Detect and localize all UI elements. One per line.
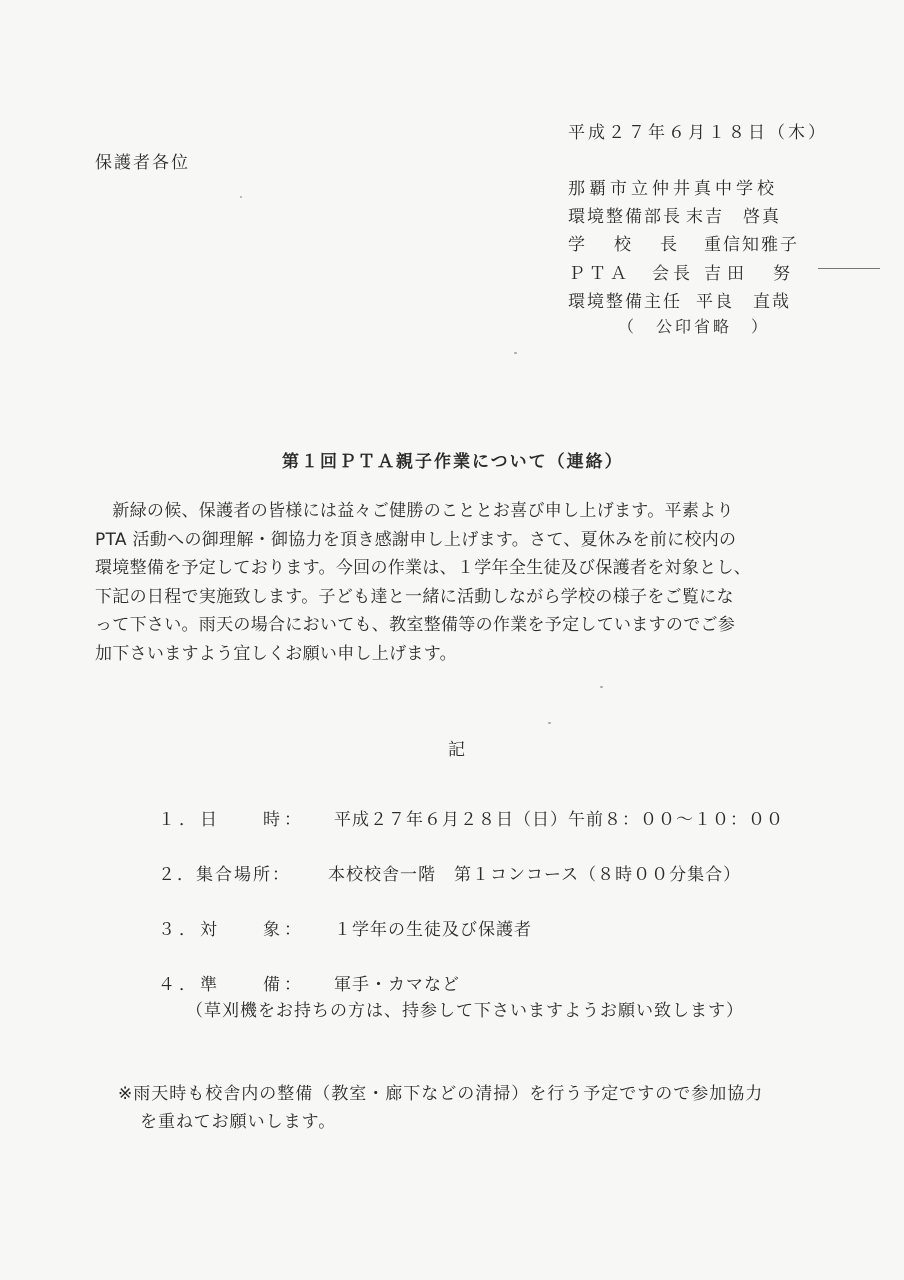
item-label: ４．準 備：: [158, 975, 305, 995]
sender-name: 重信知雅子: [704, 235, 799, 255]
sender-title: 環境整備主任: [568, 292, 682, 312]
document-title: 第１回ＰＴＡ親子作業について（連絡）: [282, 452, 624, 472]
scan-speck: [240, 196, 242, 198]
footnote-line: を重ねてお願いします。: [140, 1112, 337, 1132]
item-value: 軍手・カマなど: [334, 975, 460, 995]
issue-date: 平成２７年６月１８日（木）: [568, 123, 828, 143]
scan-speck: [514, 352, 517, 354]
item-label: １．日 時：: [158, 810, 305, 830]
schedule-item: [158, 970, 460, 995]
sender-name: 平良 直哉: [696, 292, 791, 312]
body-line: PTA 活動への御理解・御協力を頂き感謝申し上げます。さて、夏休みを前に校内の: [95, 529, 737, 550]
scan-speck: [600, 686, 603, 688]
body-paragraph: [95, 497, 835, 668]
margin-rule: [818, 268, 880, 269]
recipient: 保護者各位: [95, 153, 190, 173]
sender-title: ＰＴＡ 会長: [568, 264, 694, 284]
sender-name: 末吉 啓真: [686, 207, 781, 227]
schedule-item: [158, 805, 784, 830]
body-line: 新緑の候、保護者の皆様には益々ご健勝のこととお喜び申し上げます。平素より: [95, 501, 734, 521]
sender-title: 学 校 長: [568, 235, 683, 255]
body-line: 環境整備を予定しております。今回の作業は、１学年全生徒及び保護者を対象とし、: [95, 558, 752, 578]
body-line: って下さい。雨天の場合においても、教室整備等の作業を予定していますのでご参: [95, 615, 736, 635]
item-4-note: （草刈機をお持ちの方は、持参して下さいますようお願い致します）: [186, 1001, 744, 1021]
sender-row: [568, 287, 791, 312]
item-value: １学年の生徒及び保護者: [334, 920, 532, 940]
sender-name: 吉田 努: [704, 264, 796, 284]
item-value: 平成２７年６月２８日（日）午前８：００～１０：００: [334, 810, 784, 830]
sender-row: [568, 230, 799, 255]
scan-speck: [548, 722, 551, 724]
sender-school: 那覇市立仲井真中学校: [568, 179, 778, 199]
schedule-item: [158, 860, 741, 885]
ki-heading: 記: [448, 740, 465, 760]
sender-row: [568, 259, 796, 284]
item-label: ３．対 象：: [158, 920, 305, 940]
sender-row: [568, 202, 781, 227]
seal-omitted-note: （ 公印省略 ）: [618, 317, 771, 336]
body-line: 下記の日程で実施致します。子ども達と一緒に活動しながら学校の様子をご覧にな: [95, 586, 734, 607]
footnote-line: ※雨天時も校舎内の整備（教室・廊下などの清掃）を行う予定ですので参加協力: [118, 1084, 764, 1104]
sender-title: 環境整備部長: [568, 207, 682, 227]
rain-footnote: [118, 1080, 763, 1136]
schedule-item: [158, 915, 532, 940]
body-line: 加下さいますよう宜しくお願い申し上げます。: [95, 643, 457, 664]
item-value: 本校校舎一階 第１コンコース（８時００分集合）: [328, 865, 742, 885]
item-label: ２．集合場所：: [158, 865, 291, 885]
